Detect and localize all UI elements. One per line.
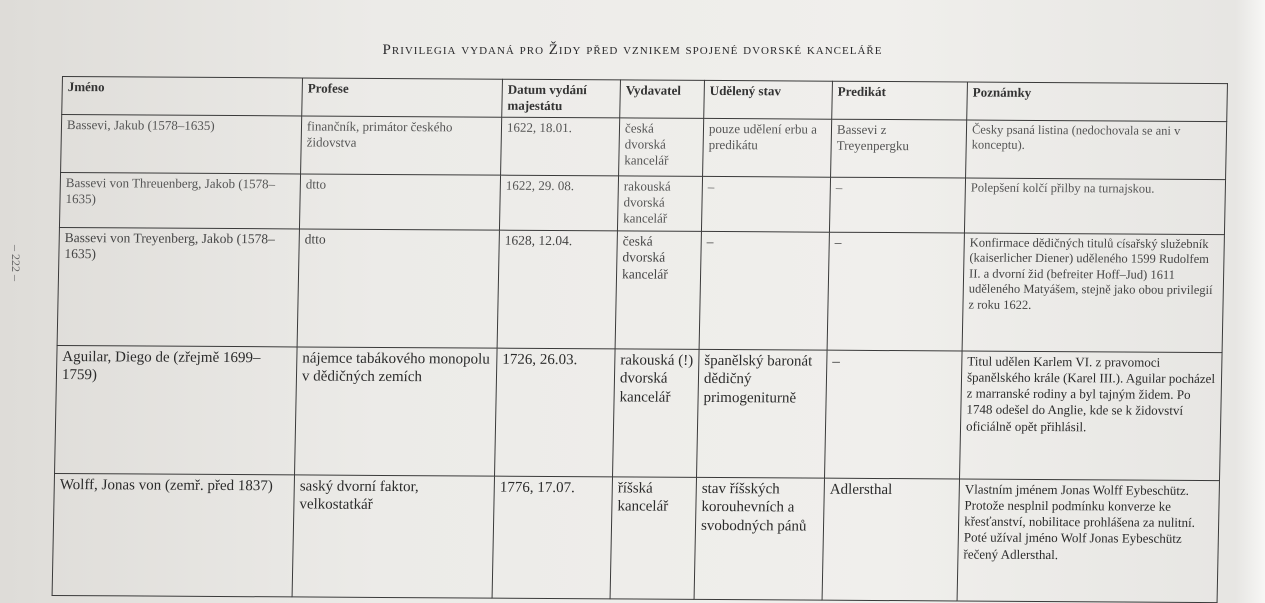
header-predicate: Predikát bbox=[832, 81, 968, 119]
header-issuer: Vydavatel bbox=[620, 80, 705, 118]
cell-profession: saský dvorní faktor, velkostatkář bbox=[292, 474, 494, 597]
cell-issuer: říšská kancelář bbox=[610, 476, 696, 599]
cell-date: 1726, 26.03. bbox=[495, 348, 616, 477]
header-status: Udělený stav bbox=[704, 80, 833, 118]
table-row bbox=[61, 114, 1227, 179]
cell-name: Bassevi von Treyenberg, Jakob (1578–1635) bbox=[57, 227, 299, 346]
cell-name: Wolff, Jonas von (zemř. před 1837) bbox=[52, 473, 294, 596]
cell-status: španělský baronát dědičný primogeniturně bbox=[697, 349, 828, 478]
table-row bbox=[57, 227, 1224, 352]
cell-date: 1628, 12.04. bbox=[497, 230, 617, 349]
table-row bbox=[59, 172, 1225, 234]
header-notes: Poznámky bbox=[967, 82, 1228, 121]
cell-predicate: – bbox=[829, 177, 965, 233]
cell-date: 1776, 17.07. bbox=[492, 476, 612, 599]
cell-profession: nájemce tabákového monopolu v dědičných zemích bbox=[295, 346, 498, 475]
cell-name: Bassevi, Jakub (1578–1635) bbox=[61, 114, 302, 173]
page-number: – 222 – bbox=[9, 245, 23, 281]
cell-status: – bbox=[701, 176, 830, 232]
cell-notes: Česky psaná listina (nedochovala se ani v konceptu). bbox=[966, 120, 1227, 180]
cell-notes: Titul udělen Karlem VI. z pravomoci španělského krále (Karel III.). Aguilar pocházel z marranské rodiny a byl tajným židem. Po 1748 odešel do Anglie, kde se k židovství oficiálně opět přihlásil. bbox=[960, 351, 1223, 481]
header-date: Datum vydání majestátu bbox=[502, 79, 621, 117]
cell-date: 1622, 29. 08. bbox=[499, 175, 618, 231]
cell-predicate: Adlersthal bbox=[822, 478, 959, 601]
table-row bbox=[55, 345, 1223, 480]
cell-status: – bbox=[699, 231, 829, 350]
cell-predicate: – bbox=[827, 232, 964, 351]
cell-status: stav říšských korouhevních a svobodných pánů bbox=[694, 477, 824, 600]
cell-notes: Polepšení kolčí přilby na turnajskou. bbox=[964, 178, 1225, 235]
header-profession: Profese bbox=[302, 78, 503, 117]
cell-predicate: – bbox=[825, 350, 963, 479]
cell-issuer: rakouská (!) dvorská kancelář bbox=[613, 348, 700, 476]
cell-profession: dtto bbox=[297, 228, 499, 347]
header-name: Jméno bbox=[62, 77, 303, 116]
cell-name: Bassevi von Threuenberg, Jakob (1578–1635) bbox=[59, 172, 300, 228]
cell-status: pouze udělení erbu a predikátu bbox=[703, 118, 832, 177]
cell-date: 1622, 18.01. bbox=[501, 117, 620, 176]
page-title: Privilegia vydaná pro Židy před vznikem spojené dvorské kanceláře bbox=[382, 42, 883, 58]
cell-issuer: česká dvorská kancelář bbox=[619, 117, 704, 176]
cell-predicate: Bassevi z Treyenpergku bbox=[831, 119, 967, 178]
page-edge bbox=[1235, 0, 1265, 603]
privileges-table bbox=[52, 76, 1228, 603]
cell-profession: dtto bbox=[299, 173, 500, 229]
cell-issuer: rakouská dvorská kancelář bbox=[617, 175, 702, 231]
cell-notes: Vlastním jménem Jonas Wolff Eybeschütz. Protože nesplnil podmínku konverze ke křesťanství, nobilitace prohlášena za nulitní. Poté užíval jméno Wolf Jonas Eybeschütz řečený Adlersthal. bbox=[957, 478, 1219, 602]
cell-name: Aguilar, Diego de (zřejmě 1699–1759) bbox=[55, 345, 298, 474]
cell-profession: finančník, primátor českého židovstva bbox=[301, 115, 502, 174]
cell-notes: Konfirmace dědičných titulů císařský služebník (kaiserlicher Diener) uděleného 1599 Rudolfem II. a dvorní žid (befreiter Hoff–Jud) 1611 uděleného Matyášem, stejně jako obou privilegií z roku 1622. bbox=[962, 233, 1224, 353]
table-row bbox=[52, 473, 1219, 602]
cell-issuer: česká dvorská kancelář bbox=[615, 230, 701, 349]
